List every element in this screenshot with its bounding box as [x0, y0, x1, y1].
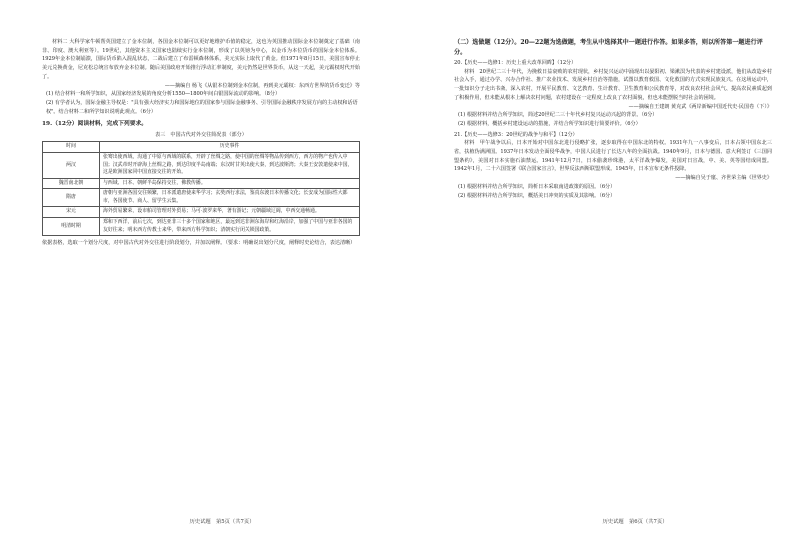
row-events: 张骞出使西域，沟通了中原与西域的联系，开辟了丝绸之路，使中国的丝绸等物品传到西方，西方的物产也传入中国；汉武帝时开辟海上丝绸之路，到达印度半岛南端；东汉时甘英出使大秦，到达波斯湾；大秦王安敦遣使来中国，这是欧洲国家同中国直接交往的开始。 — [100, 152, 360, 178]
question-20-source: ——摘编自王建朗 黄克武《两岸新编中国近代史·民国卷（下）》 — [628, 103, 772, 110]
table-row — [43, 152, 360, 178]
elective-section-heading: （二）选做题（12分）。20—22题为选做题，考生从中选择其中一题进行作答。如果多答，则以所答第一题进行评分。 — [454, 39, 763, 56]
header-events: 历史事件 — [100, 142, 360, 153]
question-21-heading: 21.【历史——选修3：20世纪的战争与和平】（12分） — [454, 131, 578, 138]
question-20-heading: 20.【历史——选修1：历史上重大改革回眸】（12分） — [454, 60, 577, 66]
question-19-prompt: 依据表格，选取一个划分尺度，对中国古代对外交往进行阶段划分，并加以阐释。（要求：明确说出划分尺度，阐释时史论结合，表达清晰） — [42, 240, 356, 247]
table-caption: 表三 中国古代对外交往简况表（部分） — [155, 132, 247, 139]
foreign-exchange-table — [42, 141, 360, 236]
question-21-source: ——摘编自吴于廑、齐世荣主编《世界史》 — [675, 175, 772, 182]
table-row — [43, 218, 360, 236]
question-21-material: 材料 甲午战争以后，日本开始对中国东北进行侵略扩张，逐步取得在中国东北的特权。1931年九一八事变后，日本占领中国东北三省，扶植伪满洲国。1937年日本发动全面侵华战争，中国人民进行了长达八年的全面抗战。1940年9月，日本与德国、意大利签订《三国同盟条约》，美国对日本实施石油禁运。1941年12月7日，日本偷袭珍珠港，太平洋战争爆发，美国对日宣战，中、美、英等国结成同盟。1942年1月，二十六国签署《联合国家宣言》，世界反法西斯联盟形成。1945年，日本宣布无条件投降。 — [454, 140, 772, 173]
table-header-row — [43, 142, 360, 153]
question-18-part-2: (2) 有学者认为，国际金融主导权是："具有强大经济实力和国际地位的国家参与国际金融事务、引导国际金融秩序发展方向的主动权和话语权"。结合材料二和所学知识说明此观点。（6分） — [46, 99, 358, 115]
question-20-material: 材料 20世纪二三十年代，为挽救日益衰败的农村现状，乡村复兴运动中涌现出以晏阳初、梁漱溟为代表的乡村建设派，他们从改造乡村社会入手，通过办学、兴办合作社、推广农业技术、发展乡村自治等措施，试图以教育救国、文化救国的方式实现民族复兴。在这场运动中，一批知识分子走出书斋，深入农村，开展平民教育、文艺教育、生计教育、卫生教育和公民教育等，对改良农村社会风气、提高农民素质起到了积极作用，但未能从根本上解决农村问题，农村建设在一定程度上改良了农村面貌，但也未能摆脱当时社会的困境。 — [454, 68, 772, 101]
left-column — [42, 38, 360, 248]
footer-left-page-number: 历史试题 第5页（共7页） — [189, 519, 255, 525]
row-events: 郑和下西洋，前后七次，到达亚非三十多个国家和地区，最远到达非洲东海岸和红海沿岸，加强了中国与亚非各国的友好往来；明末西方传教士来华，带来西方科学知识；清朝实行闭关锁国政策。 — [100, 218, 360, 236]
header-period: 时间 — [43, 142, 100, 153]
material-two-source: ——摘编自 杨飞《从银本位制到金本位制，再到美元霸权：东西方世界的货币变迁》等 — [164, 82, 360, 89]
row-events: 唐朝与亚洲各国交往频繁，日本派遣唐使来华学习；玄奘西行求法，鉴真东渡日本传播文化；长安成为国际性大都市，各国使节、商人、留学生云集。 — [100, 189, 360, 207]
row-period: 隋唐 — [43, 189, 100, 207]
table-row — [43, 189, 360, 207]
material-two-text: 材料二 大科学家牛顿帮英国建立了金本位制，各国金本位制可以更好地维护币值的稳定，这也为英国推动国际金本位制奠定了基础（南非、印度、澳大利亚等）。19世纪，其他资本主义国家也陆续实行金本位制，形成了以英镑为中心，以金币为本位货币的国际金本位体系。1929年金本位制崩溃，国际货币陷入混乱状态，二战后建立了布雷顿森林体系，美元实际上取代了黄金。但1971年8月15日，美国宣布停止美元兑换黄金，尼克松总统宣布放弃金本位制。随后美国政府开始推行浮动汇率制度，美元仍然是世界货币，从这一天起，美元霸权时代开始了。 — [42, 39, 360, 80]
table-row — [43, 178, 360, 189]
question-20-part-1: (1) 根据材料并结合所学知识，简述20世纪二三十年代乡村复兴运动兴起的背景。（6分） — [458, 112, 658, 119]
row-period: 魏晋南北朝 — [43, 178, 100, 189]
row-period: 明清时期 — [43, 218, 100, 236]
row-period: 宋元 — [43, 207, 100, 218]
row-events: 与西域、日本、朝鲜半岛保持交往，佛教传播。 — [100, 178, 360, 189]
question-18-part-1: (1) 结合材料一和所学知识，从国家经济发展的角度分析1550—1800年间白银国际流动的影响。（8分） — [46, 91, 281, 98]
table-row — [43, 207, 360, 218]
row-period: 两汉 — [43, 152, 100, 178]
right-column — [454, 38, 772, 200]
question-21-part-1: (1) 根据材料并结合所学知识，简析日本采取南进政策的原因。（6分） — [458, 183, 616, 190]
footer-right-page-number: 历史试题 第6页（共7页） — [602, 519, 668, 525]
question-19-heading: 19.（12分）阅读材料，完成下列要求。 — [42, 121, 148, 128]
question-20-part-2: (2) 根据材料，概括乡村建设运动的措施，并结合所学知识进行简要评价。（6分） — [458, 120, 641, 127]
question-21-part-2: (2) 根据材料并结合所学知识，概括美日冲突的实质及其影响。（6分） — [458, 192, 616, 199]
row-events: 海外贸易繁荣，设市舶司管理对外贸易；马可·波罗来华，著有游记；元朝疆域辽阔，中西交通畅通。 — [100, 207, 360, 218]
